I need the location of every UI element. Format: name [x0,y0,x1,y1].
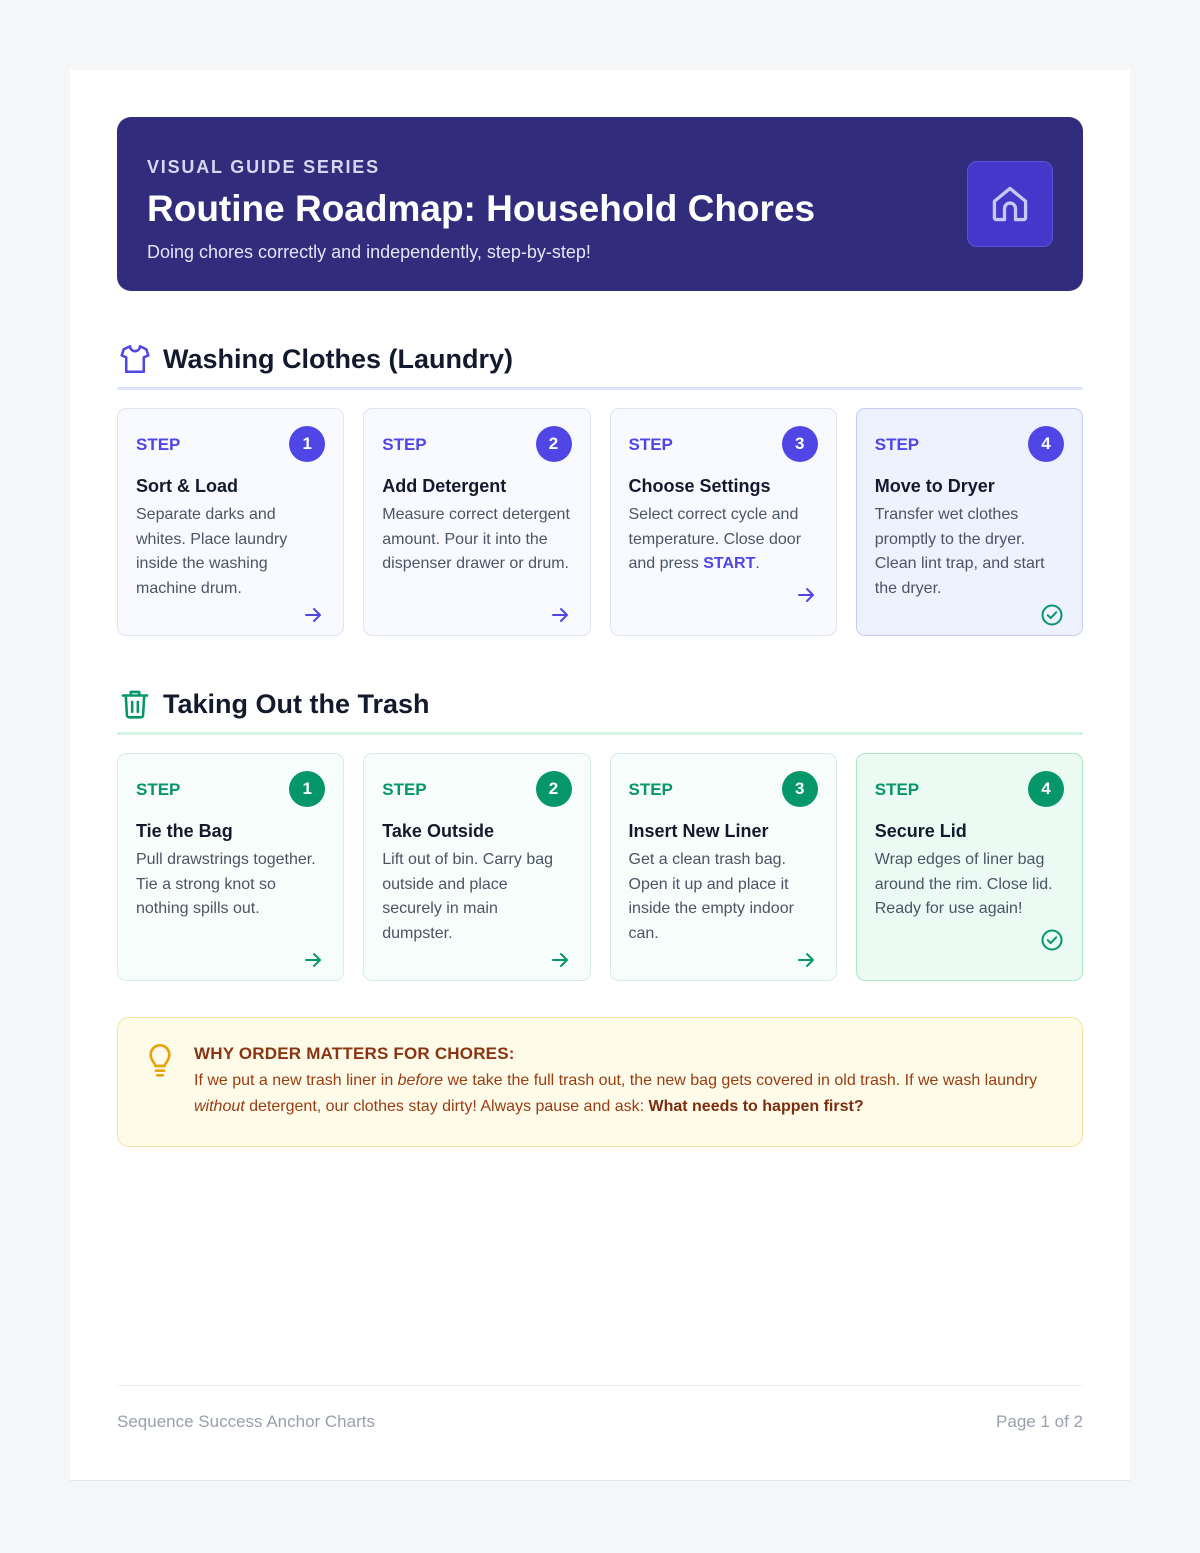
callout-emphasis: before [397,1072,444,1089]
laundry-section-title: Washing Clothes (Laundry) [163,343,513,374]
arrow-right-icon [301,603,325,627]
laundry-step-card [610,408,837,636]
laundry-step-card [117,408,344,636]
step-number-badge: 1 [289,771,325,807]
start-keyword: START [703,555,756,572]
step-number-badge: 2 [536,771,572,807]
step-number-badge: 2 [536,426,572,462]
section-divider [117,732,1083,735]
step-title: Insert New Liner [628,821,769,841]
section-divider [117,387,1083,390]
trash-step-card [117,753,344,981]
callout-title: WHY ORDER MATTERS FOR CHORES: [194,1044,515,1063]
callout-text: If we put a new trash liner in [194,1072,398,1089]
step-description: Transfer wet clothes promptly to the dryer. Clean lint trap, and start the dryer. [874,506,1045,597]
laundry-step-card [856,408,1083,636]
step-description: Separate darks and whites. Place laundry inside the washing machine drum. [136,506,288,597]
step-number-badge: 4 [1028,771,1064,807]
step-label: STEP [136,780,181,799]
trash-steps [117,753,1083,981]
callout-key-question: What needs to happen first? [648,1098,864,1115]
arrow-right-icon [548,603,572,627]
step-label: STEP [382,780,427,799]
step-title: Add Detergent [382,476,507,496]
step-title: Sort & Load [136,476,238,496]
step-title: Move to Dryer [874,476,995,496]
step-label: STEP [874,780,920,799]
step-description-end: . [755,555,760,572]
trash-section-title: Taking Out the Trash [163,688,430,719]
step-label: STEP [874,435,920,454]
step-title: Secure Lid [874,821,967,841]
step-label: STEP [382,435,427,454]
check-circle-icon [1040,603,1064,627]
check-circle-icon [1040,928,1064,952]
shirt-icon [117,341,153,377]
step-number-badge: 3 [782,771,818,807]
laundry-step-card [363,408,590,636]
step-title: Tie the Bag [136,821,233,841]
series-label: VISUAL GUIDE SERIES [147,157,380,177]
laundry-section-heading [117,331,1083,387]
step-description [629,503,818,577]
step-description: Measure correct detergent amount. Pour it into the dispenser drawer or drum. [382,506,570,572]
trash-step-card [363,753,590,981]
arrow-right-icon [301,948,325,972]
step-number-badge: 1 [289,426,325,462]
callout-text: we take the full trash out, the new bag gets covered in old trash. If we wash laundry [443,1072,1038,1089]
step-description: Lift out of bin. Carry bag outside and place securely in main dumpster. [382,851,554,942]
trash-icon [117,686,153,722]
page-subtitle: Doing chores correctly and independently, step-by-step! [147,242,591,262]
arrow-right-icon [794,583,818,607]
home-icon [967,161,1053,247]
page-number: Page 1 of 2 [996,1412,1083,1431]
page [70,70,1130,1481]
step-description-text: Select correct cycle and temperature. Close door and press [628,506,802,572]
page-title: Routine Roadmap: Household Chores [147,188,816,229]
page-footer [117,1385,1083,1432]
step-description: Wrap edges of liner bag around the rim. Close lid. Ready for use again! [874,851,1053,917]
lightbulb-icon [144,1040,176,1080]
laundry-steps [117,408,1083,636]
step-title: Choose Settings [628,476,771,496]
callout-body [194,1068,1052,1120]
callout-emphasis: without [194,1098,245,1115]
callout-text: detergent, our clothes stay dirty! Always pause and ask: [244,1098,649,1115]
step-label: STEP [136,435,181,454]
header-banner [117,117,1083,291]
step-label: STEP [628,780,673,799]
step-number-badge: 4 [1028,426,1064,462]
tip-callout [117,1017,1083,1147]
step-number-badge: 3 [782,426,818,462]
arrow-right-icon [548,948,572,972]
step-description: Pull drawstrings together. Tie a strong knot so nothing spills out. [136,851,316,917]
trash-step-card [856,753,1083,981]
step-description: Get a clean trash bag. Open it up and place it inside the empty indoor can. [628,851,794,942]
footer-series-name: Sequence Success Anchor Charts [117,1412,375,1431]
step-label: STEP [628,435,673,454]
trash-section-heading [117,676,1083,732]
arrow-right-icon [794,948,818,972]
trash-step-card [610,753,837,981]
step-title: Take Outside [382,821,494,841]
